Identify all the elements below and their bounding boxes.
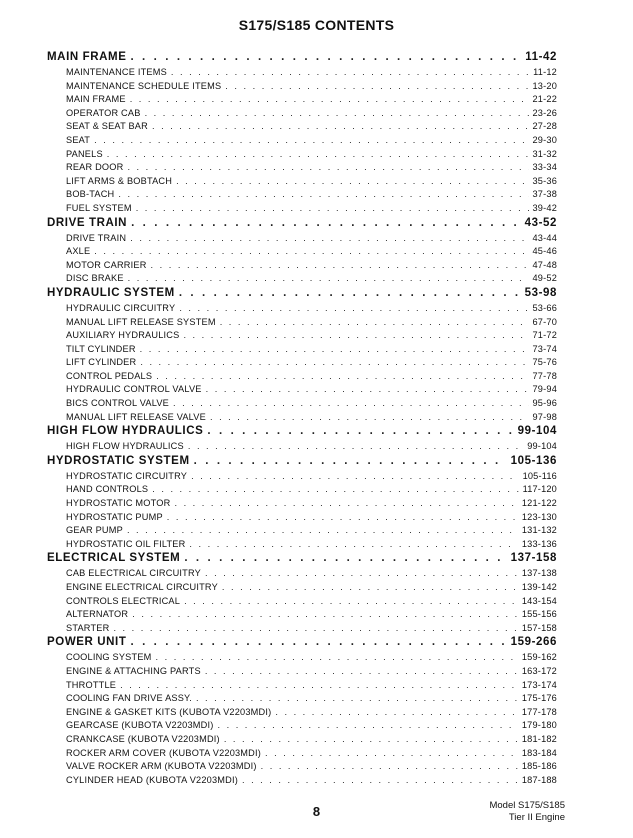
- toc-entry[interactable]: [47, 568, 557, 582]
- dot-leader: [131, 217, 521, 229]
- section-heading[interactable]: [47, 636, 557, 652]
- footer-engine: Tier II Engine: [508, 812, 565, 823]
- entry-pages: 11-42: [525, 51, 557, 63]
- dot-leader: [189, 539, 517, 549]
- dot-leader: [171, 67, 529, 77]
- entry-pages: 177-178: [521, 706, 557, 717]
- dot-leader: [205, 666, 518, 676]
- entry-label: SEAT: [66, 134, 91, 145]
- entry-label: HYDRAULIC SYSTEM: [47, 286, 175, 299]
- entry-label: MAINTENANCE SCHEDULE ITEMS: [66, 80, 222, 91]
- toc-entry[interactable]: [47, 384, 557, 398]
- entry-pages: 71-72: [532, 330, 557, 341]
- toc-entry[interactable]: [47, 149, 557, 163]
- entry-pages: 131-132: [521, 525, 557, 536]
- entry-label: DRIVE TRAIN: [66, 232, 127, 243]
- toc-entry[interactable]: [47, 121, 557, 135]
- entry-pages: 183-184: [521, 747, 557, 758]
- dot-leader: [167, 512, 518, 522]
- entry-pages: 35-36: [532, 175, 557, 186]
- toc-entry[interactable]: [47, 680, 557, 694]
- dot-leader: [173, 398, 529, 408]
- dot-leader: [206, 384, 529, 394]
- entry-pages: 159-266: [510, 636, 557, 649]
- toc-entry[interactable]: [47, 609, 557, 623]
- entry-pages: 11-12: [533, 67, 557, 77]
- toc-entry[interactable]: [47, 484, 557, 498]
- entry-pages: 31-32: [532, 148, 557, 159]
- entry-label: DISC BRAKE: [66, 273, 124, 284]
- dot-leader: [152, 484, 518, 494]
- toc-entry[interactable]: [47, 441, 557, 455]
- dot-leader: [132, 609, 518, 619]
- dot-leader: [151, 260, 529, 270]
- toc-entry[interactable]: [47, 135, 557, 149]
- dot-leader: [128, 273, 529, 283]
- dot-leader: [183, 330, 528, 340]
- toc-entry[interactable]: [47, 108, 557, 122]
- toc-entry[interactable]: [47, 371, 557, 385]
- toc-entry[interactable]: [47, 512, 557, 526]
- toc-entry[interactable]: [47, 539, 557, 553]
- entry-label: ENGINE & ATTACHING PARTS: [66, 665, 201, 676]
- dot-leader: [174, 498, 517, 508]
- dot-leader: [152, 121, 529, 131]
- entry-label: CRANKCASE (KUBOTA V2203MDI): [66, 733, 220, 744]
- entry-label: VALVE ROCKER ARM (KUBOTA V2203MDI): [66, 761, 257, 772]
- page-number: 8: [312, 804, 321, 819]
- dot-leader: [127, 525, 518, 535]
- dot-leader: [176, 176, 528, 186]
- dot-leader: [156, 652, 518, 662]
- entry-pages: 23-26: [532, 107, 557, 118]
- toc-entry[interactable]: [47, 357, 557, 371]
- entry-label: MAINTENANCE ITEMS: [66, 67, 167, 77]
- section-heading[interactable]: [47, 51, 557, 67]
- entry-label: CONTROL PEDALS: [66, 370, 153, 381]
- toc-entry[interactable]: [47, 94, 557, 108]
- entry-label: CYLINDER HEAD (KUBOTA V2203MDI): [66, 774, 238, 785]
- entry-pages: 99-104: [517, 425, 557, 438]
- dot-leader: [191, 471, 518, 481]
- entry-pages: 49-52: [532, 273, 557, 284]
- entry-label: MAIN FRAME: [66, 94, 126, 105]
- toc-entry[interactable]: [47, 666, 557, 680]
- toc-entry[interactable]: [47, 344, 557, 358]
- entry-pages: 73-74: [532, 343, 557, 354]
- dot-leader: [130, 233, 528, 243]
- entry-pages: 53-98: [524, 286, 557, 299]
- entry-label: ALTERNATOR: [66, 609, 129, 620]
- section-heading[interactable]: [47, 455, 557, 471]
- toc-entry[interactable]: [47, 707, 557, 721]
- entry-pages: 45-46: [532, 246, 557, 257]
- toc-section: [47, 287, 557, 425]
- dot-leader: [113, 623, 517, 633]
- dot-leader: [179, 303, 528, 313]
- entry-label: AUXILIARY HYDRAULICS: [66, 330, 180, 341]
- footer-model: Model S175/S185: [489, 800, 565, 811]
- toc-entry[interactable]: [47, 330, 557, 344]
- toc-section: [47, 51, 557, 217]
- footer: [489, 800, 565, 824]
- entry-pages: 159-162: [521, 652, 557, 663]
- toc-entry[interactable]: [47, 623, 557, 637]
- dot-leader: [224, 734, 518, 744]
- dot-leader: [217, 720, 517, 730]
- dot-leader: [194, 455, 507, 467]
- toc-entry[interactable]: [47, 203, 557, 217]
- toc-entry[interactable]: [47, 317, 557, 331]
- entry-pages: 77-78: [532, 370, 557, 381]
- entry-label: ELECTRICAL SYSTEM: [47, 552, 181, 565]
- dot-leader: [130, 51, 521, 63]
- entry-pages: 155-156: [521, 609, 557, 620]
- toc-entry[interactable]: [47, 775, 557, 789]
- dot-leader: [127, 162, 528, 172]
- toc-entry[interactable]: [47, 498, 557, 512]
- toc-entry[interactable]: [47, 693, 557, 707]
- entry-label: BICS CONTROL VALVE: [66, 398, 169, 409]
- toc-entry[interactable]: [47, 273, 557, 287]
- toc-entry[interactable]: [47, 233, 557, 247]
- entry-pages: 39-42: [532, 202, 557, 213]
- entry-pages: 175-176: [521, 693, 557, 704]
- table-of-contents: [47, 51, 557, 788]
- entry-label: ENGINE ELECTRICAL CIRCUITRY: [66, 582, 218, 592]
- entry-label: POWER UNIT: [47, 636, 127, 649]
- entry-label: OPERATOR CAB: [66, 107, 141, 118]
- entry-pages: 43-44: [532, 232, 557, 243]
- section-heading[interactable]: [47, 552, 557, 568]
- dot-leader: [184, 596, 518, 606]
- entry-label: GEARCASE (KUBOTA V2203MDI): [66, 720, 214, 731]
- dot-leader: [140, 357, 528, 367]
- toc-entry[interactable]: [47, 471, 557, 485]
- dot-leader: [179, 287, 521, 299]
- dot-leader: [265, 748, 518, 758]
- toc-entry[interactable]: [47, 398, 557, 412]
- toc-entry[interactable]: [47, 260, 557, 274]
- dot-leader: [94, 246, 528, 256]
- dot-leader: [94, 135, 528, 145]
- entry-pages: 53-66: [532, 302, 557, 313]
- entry-label: ENGINE & GASKET KITS (KUBOTA V2203MDI): [66, 706, 272, 717]
- entry-label: DRIVE TRAIN: [47, 216, 128, 229]
- dot-leader: [107, 149, 529, 159]
- toc-entry[interactable]: [47, 525, 557, 539]
- dot-leader: [130, 94, 529, 104]
- entry-pages: 137-138: [521, 568, 557, 579]
- entry-label: MANUAL LIFT RELEASE SYSTEM: [66, 316, 216, 327]
- toc-entry[interactable]: [47, 582, 557, 596]
- toc-entry[interactable]: [47, 303, 557, 317]
- entry-pages: 123-130: [521, 511, 557, 522]
- entry-pages: 95-96: [532, 398, 557, 409]
- entry-pages: 27-28: [532, 121, 557, 132]
- dot-leader: [220, 317, 529, 327]
- entry-label: HYDRAULIC CIRCUITRY: [66, 302, 176, 313]
- dot-leader: [188, 441, 523, 451]
- toc-entry[interactable]: [47, 246, 557, 260]
- section-heading[interactable]: [47, 287, 557, 303]
- entry-label: HYDROSTATIC PUMP: [66, 511, 163, 522]
- toc-entry[interactable]: [47, 81, 557, 95]
- toc-entry[interactable]: [47, 162, 557, 176]
- entry-label: FUEL SYSTEM: [66, 202, 132, 213]
- entry-label: HYDROSTATIC MOTOR: [66, 498, 171, 509]
- entry-label: PANELS: [66, 148, 103, 159]
- entry-pages: 157-158: [521, 622, 557, 633]
- entry-label: CONTROLS ELECTRICAL: [66, 595, 181, 606]
- entry-pages: 133-136: [521, 538, 557, 549]
- entry-pages: 75-76: [532, 357, 557, 368]
- dot-leader: [261, 761, 518, 771]
- entry-pages: 105-116: [522, 470, 557, 481]
- dot-leader: [120, 680, 518, 690]
- entry-label: REAR DOOR: [66, 162, 124, 173]
- entry-pages: 99-104: [527, 441, 557, 452]
- entry-label: GEAR PUMP: [66, 525, 123, 536]
- section-heading[interactable]: [47, 217, 557, 233]
- entry-label: THROTTLE: [66, 679, 117, 690]
- dot-leader: [242, 775, 518, 785]
- dot-leader: [210, 412, 529, 422]
- entry-label: MOTOR CARRIER: [66, 259, 147, 270]
- entry-pages: 29-30: [532, 134, 557, 145]
- entry-label: HIGH FLOW HYDRAULICS: [66, 441, 184, 452]
- entry-label: LIFT ARMS & BOBTACH: [66, 175, 173, 186]
- dot-leader: [275, 707, 518, 717]
- section-heading[interactable]: [47, 425, 557, 441]
- entry-pages: 139-142: [521, 582, 557, 592]
- toc-entry[interactable]: [47, 761, 557, 775]
- toc-entry[interactable]: [47, 596, 557, 610]
- toc-section: [47, 552, 557, 636]
- dot-leader: [207, 425, 513, 437]
- toc-section: [47, 217, 557, 287]
- entry-pages: 117-120: [522, 484, 557, 495]
- entry-pages: 67-70: [532, 316, 557, 327]
- toc-section: [47, 455, 557, 553]
- entry-pages: 163-172: [521, 665, 557, 676]
- entry-pages: 179-180: [521, 720, 557, 731]
- entry-pages: 21-22: [532, 94, 557, 105]
- entry-label: HAND CONTROLS: [66, 484, 149, 495]
- entry-label: HYDRAULIC CONTROL VALVE: [66, 384, 202, 395]
- toc-entry[interactable]: [47, 412, 557, 426]
- entry-label: TILT CYLINDER: [66, 343, 136, 354]
- entry-pages: 143-154: [521, 595, 557, 606]
- entry-label: COOLING SYSTEM: [66, 652, 152, 663]
- entry-pages: 37-38: [532, 189, 557, 200]
- toc-entry[interactable]: [47, 720, 557, 734]
- entry-label: STARTER: [66, 622, 110, 633]
- dot-leader: [205, 568, 518, 578]
- entry-label: HYDROSTATIC OIL FILTER: [66, 538, 186, 549]
- dot-leader: [225, 81, 528, 91]
- dot-leader: [145, 108, 529, 118]
- dot-leader: [118, 189, 528, 199]
- toc-section: [47, 425, 557, 455]
- dot-leader: [130, 636, 506, 648]
- entry-label: MAIN FRAME: [47, 51, 127, 63]
- entry-pages: 185-186: [521, 761, 557, 772]
- toc-entry[interactable]: [47, 652, 557, 666]
- toc-entry[interactable]: [47, 189, 557, 203]
- entry-pages: 105-136: [510, 454, 557, 467]
- entry-label: LIFT CYLINDER: [66, 357, 137, 368]
- toc-entry[interactable]: [47, 748, 557, 762]
- entry-label: ROCKER ARM COVER (KUBOTA V2203MDI): [66, 747, 262, 758]
- entry-label: HYDROSTATIC CIRCUITRY: [66, 470, 188, 481]
- entry-pages: 181-182: [521, 733, 557, 744]
- entry-label: AXLE: [66, 246, 91, 257]
- toc-section: [47, 636, 557, 788]
- entry-pages: 173-174: [521, 679, 557, 690]
- toc-entry[interactable]: [47, 176, 557, 190]
- toc-entry[interactable]: [47, 67, 557, 81]
- dot-leader: [156, 371, 528, 381]
- entry-label: COOLING FAN DRIVE ASSY.: [66, 693, 192, 704]
- entry-label: MANUAL LIFT RELEASE VALVE: [66, 411, 206, 422]
- entry-label: BOB-TACH: [66, 189, 115, 200]
- entry-pages: 79-94: [532, 384, 557, 395]
- entry-label: HYDROSTATIC SYSTEM: [47, 454, 190, 467]
- entry-label: CAB ELECTRICAL CIRCUITRY: [66, 568, 201, 579]
- entry-label: SEAT & SEAT BAR: [66, 121, 148, 132]
- entry-pages: 137-158: [510, 552, 557, 565]
- dot-leader: [184, 552, 506, 564]
- entry-label: HIGH FLOW HYDRAULICS: [47, 425, 204, 438]
- dot-leader: [222, 582, 518, 592]
- entry-pages: 43-52: [524, 216, 557, 229]
- dot-leader: [140, 344, 529, 354]
- entry-pages: 33-34: [532, 162, 557, 173]
- toc-entry[interactable]: [47, 734, 557, 748]
- page-title: S175/S185 CONTENTS: [238, 17, 395, 33]
- dot-leader: [196, 693, 518, 703]
- entry-pages: 47-48: [532, 259, 557, 270]
- entry-pages: 121-122: [521, 498, 557, 509]
- entry-pages: 187-188: [521, 774, 557, 785]
- entry-pages: 13-20: [532, 80, 557, 91]
- entry-pages: 97-98: [532, 411, 557, 422]
- dot-leader: [136, 203, 529, 213]
